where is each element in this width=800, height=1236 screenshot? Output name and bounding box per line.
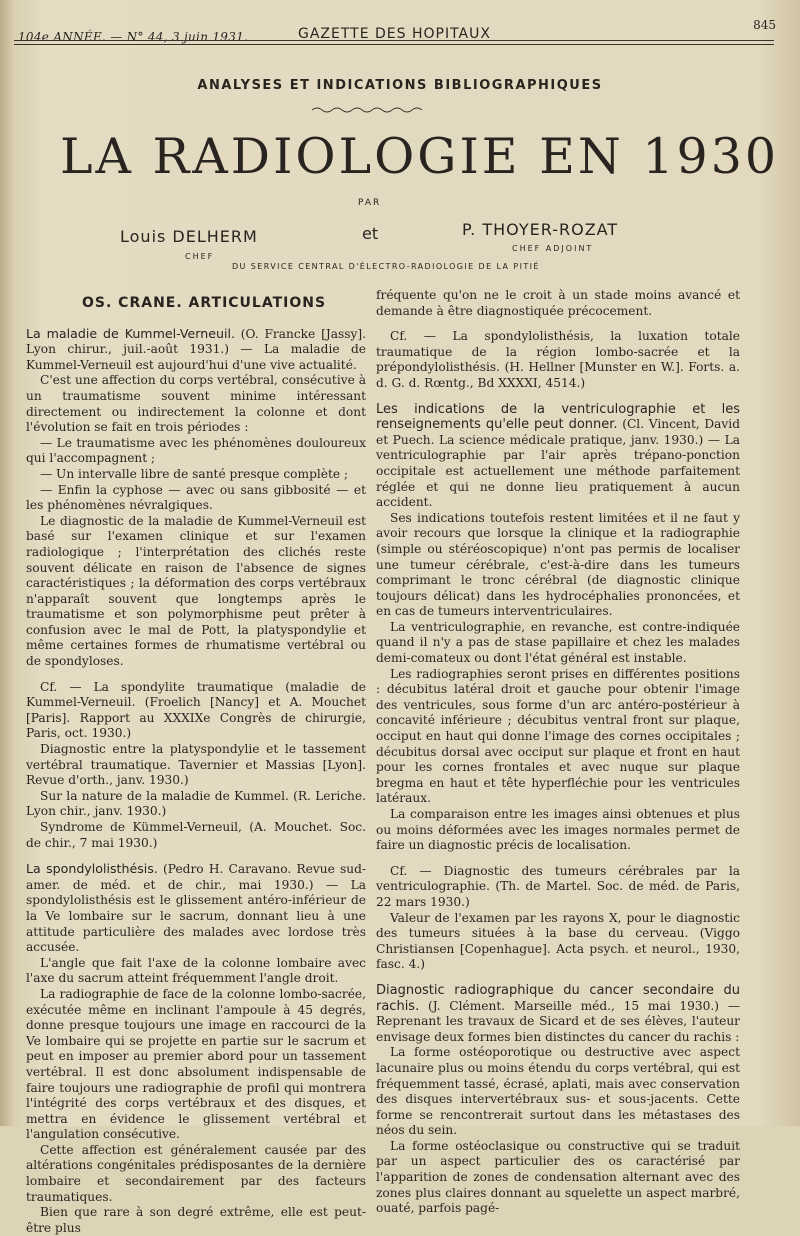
entry-title: La maladie de Kummel-Verneuil. <box>26 325 235 341</box>
paragraph <box>26 861 366 956</box>
author-thoyer-rozat: P. THOYER-ROZAT <box>462 220 619 239</box>
journal-name: GAZETTE DES HOPITAUX <box>298 26 491 42</box>
paragraph: fréquente qu'on ne le croit à un stade moins avancé et demande à être diagnostiquée précocement. <box>376 288 740 318</box>
paragraph: Ses indications toutefois restent limitées et il ne faut y avoir recours que lorsque la clinique et la radiographie (simple ou stéréoscopique) n'ont pas permis de localiser une tumeur cérébrale, c'est-à-dire dans les tumeurs comprimant le tronc cérébral (de diagnostic clinique toujours délicat) dans les hydrocéphalies prononcées, et en cas de tumeurs interventriculaires. <box>376 510 740 619</box>
cf-reference: Sur la nature de la maladie de Kummel. (R. Leriche. Lyon chir., janv. 1930.) <box>26 788 366 819</box>
left-column <box>26 288 366 1236</box>
paragraph: La comparaison entre les images ainsi obtenues et plus ou moins déformées avec les images normales permet de faire un diagnostic précis de localisation. <box>376 807 740 853</box>
author-delherm: Louis DELHERM <box>120 227 258 246</box>
entry-title: Les indications de la ventriculographie et les renseignements qu'elle peut donner. <box>376 401 740 433</box>
paragraph <box>376 402 740 511</box>
page-number: 845 <box>753 18 776 32</box>
issue-info: 104e ANNÉE. — N° 44, 3 juin 1931. <box>18 30 249 44</box>
service-line: DU SERVICE CENTRAL D'ÉLECTRO-RADIOLOGIE DE LA PITIÉ <box>232 262 540 271</box>
author-conjunction: et <box>362 224 379 243</box>
entry-reference: (Pedro H. Caravano. Revue sud-amer. de méd. et de chir., mai 1930.) — La spondylolisthésis est le glissement antéro-inférieur de la Ve lombaire sur le sacrum, donnant lieu à une attitude particulière des malades avec lordose très accusée. <box>26 862 367 955</box>
section-title: ANALYSES ET INDICATIONS BIBLIOGRAPHIQUES <box>197 78 603 93</box>
right-column <box>376 288 740 1217</box>
paragraph: La forme ostéoporotique ou destructive avec aspect lacunaire plus ou moins étendu du corps vertébral, qui est fréquemment tassé, écrasé, aplati, mais avec conservation des disques intervertébraux sus- et sous-jacents. Cette forme se rencontrerait surtout dans les métastases des néos du sein. <box>376 1045 740 1138</box>
paragraph: La forme ostéoclasique ou constructive qui se traduit par un aspect particulier des os caractérisé par l'apparition de zones de condensation alternant avec des zones plus claires donnant au squelette un aspect marbré, ouaté, parfois pagé- <box>376 1138 740 1216</box>
author1-role: CHEF <box>185 252 215 261</box>
paragraph: Les radiographies seront prises en différentes positions : décubitus latéral droit et gauche pour obtenir l'image des ventricules, sous forme d'un arc antéro-postérieur à concavité inférieure ; décubitus ventral front sur plaque, occiput en haut qui donne l'image des cornes occipitales ; décubitus dorsal avec occiput sur plaque et front en haut pour les cornes frontales et avec nuque sur plaque bregma en haut et tête hyperfléchie pour les ventricules latéraux. <box>376 666 740 806</box>
heading-os-crane: OS. CRANE. ARTICULATIONS <box>82 295 327 311</box>
entry-title: La spondylolisthésis. <box>26 861 158 877</box>
cf-reference: Diagnostic entre la platyspondylie et le tassement vertébral traumatique. Tavernier et Massias [Lyon]. Revue d'orth., janv. 1930.) <box>26 742 366 788</box>
header-rule <box>14 40 774 41</box>
paragraph: La ventriculographie, en revanche, est contre-indiquée quand il n'y a pas de stase papillaire et chez les malades demi-comateux ou dont l'état général est instable. <box>376 619 740 666</box>
paragraph <box>26 326 366 374</box>
cf-reference: Cf. — La spondylite traumatique (maladie de Kummel-Verneuil. (Froelich [Nancy] et A. Mouchet [Paris]. Rapport au XXXIXe Congrès de chirurgie, Paris, oct. 1930.) <box>26 679 366 741</box>
author2-role: CHEF ADJOINT <box>512 244 594 253</box>
paragraph: C'est une affection du corps vertébral, consécutive à un traumatisme souvent minime intéressant directement ou indirectement la colonne et dont l'évolution se fait en trois périodes : <box>26 373 366 435</box>
paragraph: — Enfin la cyphose — avec ou sans gibbosité — et les phénomènes névralgiques. <box>26 482 366 513</box>
entry-title: Diagnostic radiographique du cancer secondaire du rachis. <box>376 982 740 1014</box>
paragraph: — Le traumatisme avec les phénomènes douloureux qui l'accompagnent ; <box>26 435 366 466</box>
cf-reference: Valeur de l'examen par les rayons X, pour le diagnostic des tumeurs situées à la base du cerveau. (Viggo Christiansen [Copenhague]. Acta psych. et neurol., 1930, fasc. 4.) <box>376 910 740 972</box>
cf-reference: Syndrome de Kümmel-Verneuil, (A. Mouchet. Soc. de chir., 7 mai 1930.) <box>26 820 366 850</box>
paragraph <box>376 983 740 1045</box>
entry-reference: (Cl. Vincent, David et Puech. La science médicale pratique, janv. 1930.) — La ventriculographie par l'air après trépano-ponction occipitale est actuellement une méthode parfaitement réglée et qui ne donne lieu pratiquement à aucun accident. <box>376 417 741 510</box>
paragraph: Le diagnostic de la maladie de Kummel-Verneuil est basé sur l'examen clinique et sur l'examen radiologique ; l'interprétation des clichés reste souvent délicate en raison de l'absence de signes caractéristiques ; la déformation des corps vertébraux n'apparaît souvent que longtemps après le traumatisme et son polymorphisme peut prêter à confusion avec le mal de Pott, la platyspondylie et même certaines formes de rhumatisme vertébral ou de spondyloses. <box>26 513 366 669</box>
entry-reference: (J. Clément. Marseille méd., 15 mai 1930.) — Reprenant les travaux de Sicard et de ses élèves, l'auteur envisage deux formes bien distinctes du cancer du rachis : <box>376 998 740 1044</box>
ornament-wave <box>312 106 422 114</box>
paragraph: — Un intervalle libre de santé presque complète ; <box>40 466 349 481</box>
header-rule-thin <box>14 44 774 45</box>
main-title: LA RADIOLOGIE EN 1930 <box>60 128 780 185</box>
entry-reference: (O. Francke [Jassy]. Lyon chirur., juil.-août 1931.) — La maladie de Kummel-Verneuil est aujourd'hui d'une vive actualité. <box>26 326 366 372</box>
paragraph: Bien que rare à son degré extrême, elle est peut-être plus <box>26 1205 366 1235</box>
by-line: PAR <box>358 198 382 208</box>
paragraph: L'angle que fait l'axe de la colonne lombaire avec l'axe du sacrum atteint fréquemment l'angle droit. <box>26 955 366 986</box>
paragraph: La radiographie de face de la colonne lombo-sacrée, exécutée même en inclinant l'ampoule à 45 degrés, donne presque toujours une image en raccourci de la Ve lombaire qui se projette en partie sur le sacrum et peut en imposer au premier abord pour un tassement vertébral. Il est donc absolument indispensable de faire toujours une radiographie de profil qui montrera l'intégrité des corps vertébraux et des disques, et mettra en évidence le glissement vertébral et l'angulation consécutive. <box>26 986 366 1142</box>
cf-reference: Cf. — Diagnostic des tumeurs cérébrales par la ventriculographie. (Th. de Martel. Soc. de méd. de Paris, 22 mars 1930.) <box>376 863 740 909</box>
cf-reference: Cf. — La spondylolisthésis, la luxation totale traumatique de la région lombo-sacrée et la prépondylolisthésis. (H. Hellner [Munster en W.]. Forts. a. d. G. d. Rœntg., Bd XXXXI, 4514.) <box>376 329 740 390</box>
paragraph: Cette affection est généralement causée par des altérations congénitales prédisposantes de la dernière lombaire et secondairement par des facteurs traumatiques. <box>26 1142 366 1204</box>
